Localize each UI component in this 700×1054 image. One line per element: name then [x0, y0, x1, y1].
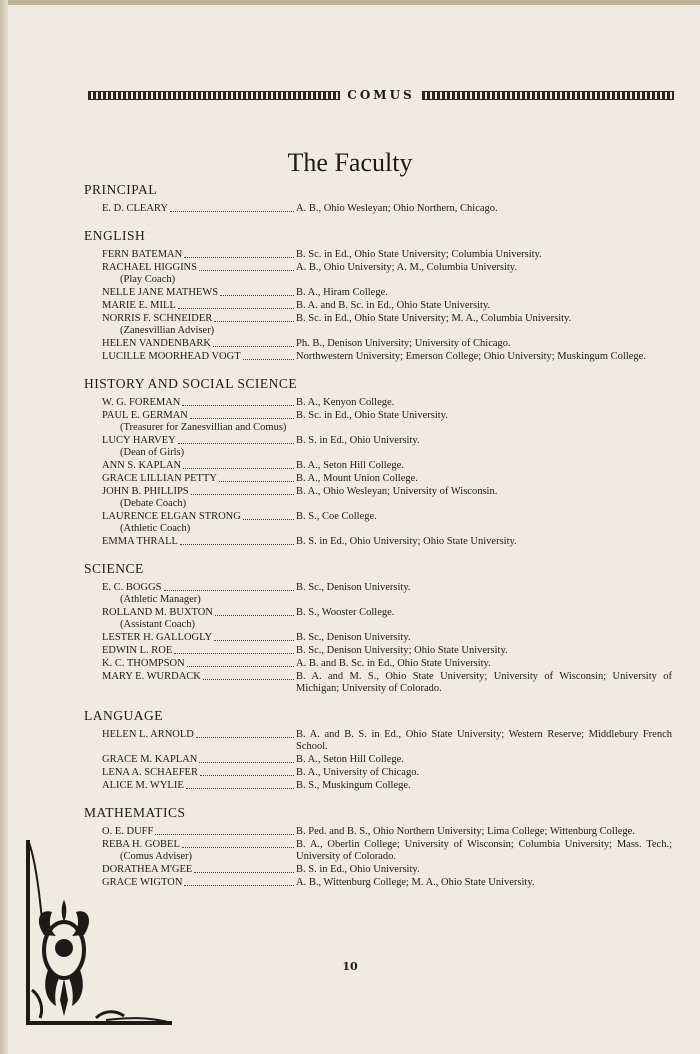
- faculty-name-column: [84, 632, 296, 644]
- faculty-degrees: B. A., Seton Hill College.: [296, 460, 404, 471]
- faculty-entry: [84, 536, 684, 548]
- faculty-degrees: B. A., University of Chicago.: [296, 767, 420, 778]
- faculty-degrees: B. A. and B. Sc. in Ed., Ohio State University.: [296, 300, 491, 311]
- faculty-list: [84, 182, 684, 890]
- faculty-name: MARIE E. MILL: [102, 300, 176, 311]
- faculty-name: O. E. DUFF: [102, 826, 154, 837]
- faculty-degrees: B. Sc. in Ed., Ohio State University; M. A., Columbia University.: [296, 313, 572, 324]
- faculty-name-column: [84, 203, 296, 215]
- faculty-role-note: (Assistant Coach): [120, 619, 195, 630]
- faculty-entry: [84, 397, 684, 409]
- page-top-edge: [0, 0, 700, 5]
- faculty-name-column: [84, 351, 296, 363]
- faculty-name: EDWIN L. ROE: [102, 645, 173, 656]
- faculty-name-column: [84, 486, 296, 510]
- faculty-name-line: [102, 486, 296, 498]
- faculty-entry: [84, 607, 684, 631]
- dotted-leader: [184, 885, 294, 886]
- faculty-name-line: [102, 338, 296, 350]
- faculty-name: PAUL E. GERMAN: [102, 410, 188, 421]
- faculty-role-note: (Zanesvillian Adviser): [120, 325, 215, 336]
- dotted-leader: [178, 308, 294, 309]
- faculty-degrees: A. B., Ohio University; A. M., Columbia University.: [296, 262, 517, 273]
- faculty-name-line: [102, 249, 296, 261]
- faculty-degrees: Northwestern University; Emerson College; Ohio University; Muskingum College.: [296, 351, 646, 362]
- faculty-degrees: B. Sc. in Ed., Ohio State University.: [296, 410, 448, 421]
- faculty-name-line: [102, 511, 296, 523]
- faculty-degrees: B. A. and M. S., Ohio State University; University of Wisconsin; University of Michigan; University of Colorado.: [296, 671, 672, 694]
- dotted-leader: [199, 270, 294, 271]
- faculty-name-column: [84, 300, 296, 312]
- faculty-name: JOHN B. PHILLIPS: [102, 486, 189, 497]
- faculty-section: [84, 561, 684, 695]
- faculty-name-line: [102, 754, 296, 766]
- running-header-title: COMUS: [347, 88, 415, 102]
- dotted-leader: [215, 615, 294, 616]
- header-rule-left: [88, 91, 340, 100]
- section-title: SCIENCE: [84, 561, 144, 576]
- faculty-degrees: B. A., Ohio Wesleyan; University of Wisconsin.: [296, 486, 498, 497]
- dotted-leader: [186, 788, 294, 789]
- faculty-degrees: B. S., Muskingum College.: [296, 780, 411, 791]
- faculty-name-line: [102, 410, 296, 422]
- faculty-entry: [84, 435, 684, 459]
- faculty-entry: [84, 729, 684, 753]
- dotted-leader: [182, 847, 294, 848]
- faculty-degrees: Ph. B., Denison University; University of Chicago.: [296, 338, 511, 349]
- faculty-name-column: [84, 582, 296, 606]
- faculty-section: [84, 376, 684, 548]
- faculty-name: DORATHEA M'GEE: [102, 864, 193, 875]
- faculty-name: MARY E. WURDACK: [102, 671, 201, 682]
- faculty-name: K. C. THOMPSON: [102, 658, 185, 669]
- faculty-entry: [84, 313, 684, 337]
- faculty-role-note: (Treasurer for Zanesvillian and Comus): [120, 422, 287, 433]
- dotted-leader: [243, 519, 294, 520]
- faculty-entry: [84, 338, 684, 350]
- page-number: 10: [342, 960, 358, 973]
- faculty-name: ANN S. KAPLAN: [102, 460, 182, 471]
- faculty-degrees: B. Sc. in Ed., Ohio State University; Columbia University.: [296, 249, 542, 260]
- faculty-degrees: A. B., Ohio Wesleyan; Ohio Northern, Chicago.: [296, 203, 498, 214]
- faculty-name-line: [102, 826, 296, 838]
- faculty-name-column: [84, 658, 296, 670]
- faculty-name: LENA A. SCHAEFER: [102, 767, 198, 778]
- dotted-leader: [174, 653, 294, 654]
- art-nouveau-corner-ornament-icon: [26, 840, 176, 1030]
- dotted-leader: [191, 494, 294, 495]
- faculty-degrees: B. S. in Ed., Ohio University; Ohio State University.: [296, 536, 517, 547]
- faculty-name-line: [102, 536, 296, 548]
- faculty-name-column: [84, 410, 296, 434]
- faculty-name-column: [84, 473, 296, 485]
- faculty-name-column: [84, 826, 296, 838]
- faculty-name-line: [102, 351, 296, 363]
- faculty-entry: [84, 203, 684, 215]
- section-title: MATHEMATICS: [84, 805, 186, 820]
- dotted-leader: [184, 257, 294, 258]
- dotted-leader: [178, 443, 294, 444]
- faculty-name-column: [84, 729, 296, 753]
- faculty-name: LAURENCE ELGAN STRONG: [102, 511, 241, 522]
- faculty-name: GRACE WIGTON: [102, 877, 183, 888]
- faculty-entry: [84, 671, 684, 695]
- dotted-leader: [196, 737, 294, 738]
- faculty-name: FERN BATEMAN: [102, 249, 183, 260]
- faculty-name-column: [84, 338, 296, 350]
- faculty-role-note: (Play Coach): [120, 274, 176, 285]
- faculty-degrees: B. S., Coe College.: [296, 511, 377, 522]
- dotted-leader: [203, 679, 294, 680]
- section-title: HISTORY AND SOCIAL SCIENCE: [84, 376, 298, 391]
- faculty-name-line: [102, 397, 296, 409]
- faculty-name-line: [102, 582, 296, 594]
- faculty-entry: [84, 767, 684, 779]
- faculty-name: E. D. CLEARY: [102, 203, 168, 214]
- faculty-role-note: (Comus Adviser): [120, 851, 193, 862]
- faculty-name: LUCY HARVEY: [102, 435, 176, 446]
- faculty-name: HELEN VANDENBARK: [102, 338, 211, 349]
- faculty-entry: [84, 826, 684, 838]
- faculty-degrees: B. Sc., Denison University.: [296, 632, 411, 643]
- faculty-name-column: [84, 397, 296, 409]
- faculty-name-column: [84, 671, 296, 695]
- faculty-degrees: B. S. in Ed., Ohio University.: [296, 864, 420, 875]
- faculty-name-line: [102, 435, 296, 447]
- header-rule-right: [422, 91, 674, 100]
- faculty-degrees: B. S., Wooster College.: [296, 607, 395, 618]
- faculty-name-line: [102, 780, 296, 792]
- faculty-name-line: [102, 262, 296, 274]
- dotted-leader: [214, 640, 294, 641]
- dotted-leader: [214, 321, 294, 322]
- faculty-name-column: [84, 607, 296, 631]
- faculty-name-column: [84, 536, 296, 548]
- dotted-leader: [190, 418, 294, 419]
- faculty-entry: [84, 632, 684, 644]
- faculty-name-column: [84, 754, 296, 766]
- faculty-entry: [84, 249, 684, 261]
- page-title: The Faculty: [287, 148, 413, 177]
- faculty-degrees: B. Sc., Denison University.: [296, 582, 411, 593]
- faculty-role-note: (Debate Coach): [120, 498, 187, 509]
- dotted-leader: [220, 295, 294, 296]
- faculty-name: NORRIS F. SCHNEIDER: [102, 313, 213, 324]
- faculty-name: REBA H. GOBEL: [102, 839, 180, 850]
- faculty-entry: [84, 780, 684, 792]
- faculty-role-note: (Dean of Girls): [120, 447, 185, 458]
- faculty-name-line: [102, 767, 296, 779]
- faculty-degrees: A. B., Wittenburg College; M. A., Ohio State University.: [296, 877, 535, 888]
- dotted-leader: [170, 211, 294, 212]
- faculty-degrees: B. A., Seton Hill College.: [296, 754, 404, 765]
- faculty-section: [84, 708, 684, 792]
- faculty-name-column: [84, 645, 296, 657]
- faculty-name: E. C. BOGGS: [102, 582, 162, 593]
- dotted-leader: [187, 666, 294, 667]
- faculty-entry: [84, 645, 684, 657]
- faculty-entry: [84, 582, 684, 606]
- faculty-degrees: B. A., Kenyon College.: [296, 397, 395, 408]
- faculty-name-line: [102, 203, 296, 215]
- faculty-role-note: (Athletic Coach): [120, 523, 191, 534]
- faculty-name: EMMA THRALL: [102, 536, 178, 547]
- faculty-name: LESTER H. GALLOGLY: [102, 632, 213, 643]
- dotted-leader: [194, 872, 294, 873]
- faculty-degrees: B. S. in Ed., Ohio University.: [296, 435, 420, 446]
- faculty-name-column: [84, 511, 296, 535]
- faculty-section: [84, 228, 684, 363]
- faculty-role-note: (Athletic Manager): [120, 594, 201, 605]
- faculty-degrees: B. A. and B. S. in Ed., Ohio State University; Western Reserve; Middlebury French School.: [296, 729, 672, 752]
- dotted-leader: [180, 544, 294, 545]
- faculty-name-line: [102, 632, 296, 644]
- dotted-leader: [219, 481, 294, 482]
- faculty-name-column: [84, 767, 296, 779]
- section-title: LANGUAGE: [84, 708, 163, 723]
- faculty-name: RACHAEL HIGGINS: [102, 262, 197, 273]
- dotted-leader: [183, 468, 294, 469]
- faculty-entry: [84, 351, 684, 363]
- faculty-name: GRACE LILLIAN PETTY: [102, 473, 217, 484]
- faculty-name-column: [84, 435, 296, 459]
- faculty-name: ROLLAND M. BUXTON: [102, 607, 213, 618]
- faculty-entry: [84, 473, 684, 485]
- dotted-leader: [199, 762, 294, 763]
- faculty-name: ALICE M. WYLIE: [102, 780, 184, 791]
- faculty-degrees: B. A., Mount Union College.: [296, 473, 418, 484]
- faculty-name-column: [84, 460, 296, 472]
- faculty-name-line: [102, 313, 296, 325]
- faculty-name-column: [84, 780, 296, 792]
- faculty-name-line: [102, 460, 296, 472]
- faculty-name-column: [84, 287, 296, 299]
- faculty-entry: [84, 262, 684, 286]
- faculty-degrees: B. Sc., Denison University; Ohio State University.: [296, 645, 508, 656]
- section-title: PRINCIPAL: [84, 182, 158, 197]
- faculty-entry: [84, 511, 684, 535]
- faculty-name: NELLE JANE MATHEWS: [102, 287, 219, 298]
- dotted-leader: [182, 405, 294, 406]
- faculty-name-line: [102, 607, 296, 619]
- dotted-leader: [155, 834, 294, 835]
- faculty-degrees: B. Ped. and B. S., Ohio Northern University; Lima College; Wittenburg College.: [296, 826, 635, 837]
- faculty-degrees: B. A., Hiram College.: [296, 287, 388, 298]
- faculty-name: W. G. FOREMAN: [102, 397, 181, 408]
- dotted-leader: [213, 346, 294, 347]
- faculty-name: HELEN L. ARNOLD: [102, 729, 194, 740]
- dotted-leader: [164, 590, 294, 591]
- section-title: ENGLISH: [84, 228, 146, 243]
- faculty-section: [84, 182, 684, 215]
- faculty-entry: [84, 658, 684, 670]
- faculty-name-line: [102, 287, 296, 299]
- faculty-name-line: [102, 300, 296, 312]
- dotted-leader: [243, 359, 294, 360]
- faculty-name-column: [84, 249, 296, 261]
- faculty-name: GRACE M. KAPLAN: [102, 754, 198, 765]
- faculty-name-line: [102, 645, 296, 657]
- faculty-name-line: [102, 473, 296, 485]
- faculty-entry: [84, 300, 684, 312]
- faculty-entry: [84, 754, 684, 766]
- faculty-name-line: [102, 671, 296, 683]
- faculty-entry: [84, 287, 684, 299]
- faculty-entry: [84, 460, 684, 472]
- faculty-name-line: [102, 658, 296, 670]
- faculty-entry: [84, 486, 684, 510]
- dotted-leader: [200, 775, 294, 776]
- faculty-entry: [84, 410, 684, 434]
- faculty-name-line: [102, 729, 296, 741]
- faculty-name-column: [84, 262, 296, 286]
- running-header: [88, 88, 674, 102]
- faculty-name-column: [84, 313, 296, 337]
- faculty-name: LUCILLE MOORHEAD VOGT: [102, 351, 241, 362]
- faculty-degrees: A. B. and B. Sc. in Ed., Ohio State University.: [296, 658, 491, 669]
- faculty-degrees: B. A., Oberlin College; University of Wisconsin; Columbia University; Mass. Tech.; University of Colorado.: [296, 839, 672, 862]
